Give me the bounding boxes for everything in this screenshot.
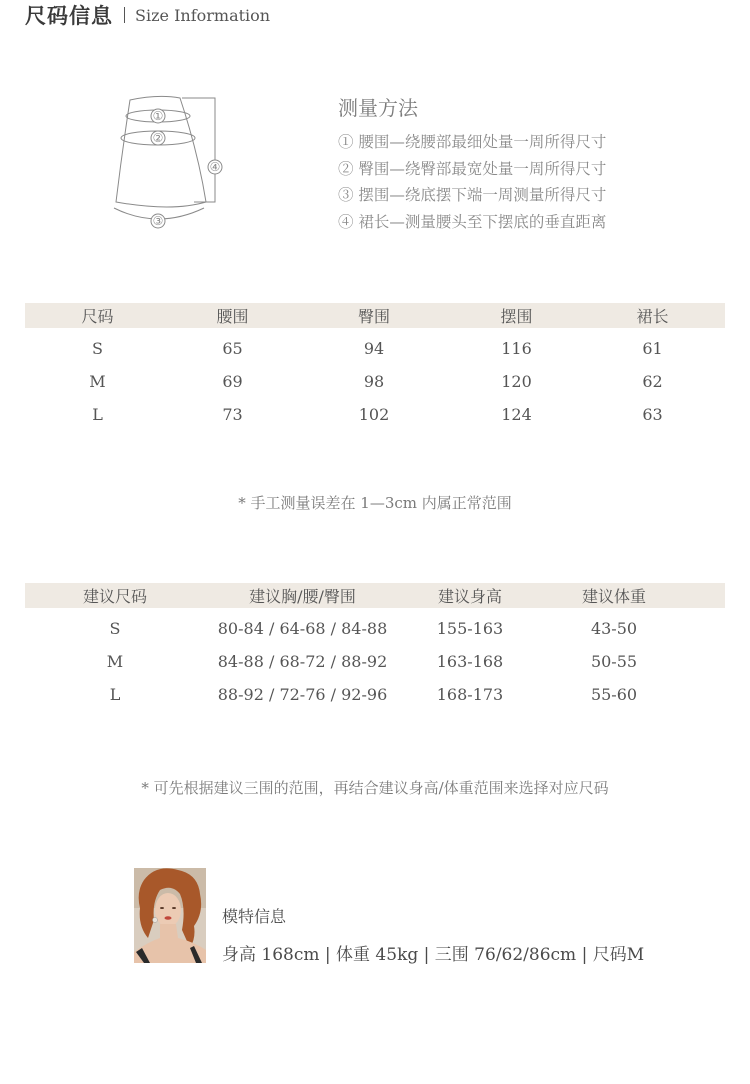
mark-3: ③ (152, 214, 164, 228)
method-line: ③ 摆围—绕底摆下端一周测量所得尺寸 (338, 186, 607, 204)
table-row (25, 365, 725, 398)
header-cell: 建议胸/腰/臀围 (205, 583, 400, 608)
header-cell: 尺码 (25, 303, 170, 328)
table-cell: 163-168 (436, 652, 504, 671)
title-divider (124, 7, 125, 23)
header-cell: 建议身高 (400, 583, 540, 608)
table-cell: 88-92 / 72-76 / 92-96 (217, 685, 388, 704)
table-cell: L (109, 685, 121, 704)
table-cell: 80-84 / 64-68 / 84-88 (217, 619, 388, 638)
section-subtitle: Size Information (135, 5, 271, 25)
measurement-method (338, 92, 606, 235)
size-table (25, 303, 725, 431)
header-cell: 建议尺码 (25, 583, 205, 608)
measurement-note: * 手工测量误差在 1—3cm 内属正常范围 (238, 494, 512, 512)
table-cell: 94 (363, 339, 385, 358)
model-info-title: 模特信息 (222, 907, 287, 926)
table-cell: 55-60 (590, 685, 638, 704)
table-row (25, 608, 725, 645)
table-cell: 61 (642, 339, 663, 358)
table-cell: 168-173 (436, 685, 504, 704)
table-cell: M (106, 652, 124, 671)
method-line: ② 臀围—绕臀部最宽处量一周所得尺寸 (338, 159, 607, 178)
table-cell: 69 (222, 372, 243, 391)
method-line: ① 腰围—绕腰部最细处量一周所得尺寸 (338, 133, 607, 151)
section-title: 尺码信息 (25, 3, 113, 28)
table-cell: 116 (501, 339, 532, 358)
table-cell: S (109, 619, 121, 638)
table-cell: M (89, 372, 106, 391)
table-cell: 124 (501, 405, 532, 424)
header-cell: 摆围 (453, 303, 580, 328)
table-row (25, 398, 725, 431)
table-cell: 50-55 (590, 652, 638, 671)
skirt-measurement-diagram (108, 92, 230, 232)
header-cell: 建议体重 (540, 583, 688, 608)
table-header-row (25, 303, 725, 328)
mark-1: ① (152, 109, 164, 123)
table-cell: S (92, 339, 103, 358)
section-header (25, 0, 270, 30)
method-line: ④ 裙长—测量腰头至下摆底的垂直距离 (338, 212, 607, 231)
table-cell: 43-50 (590, 619, 638, 638)
selection-note: * 可先根据建议三围的范围，再结合建议身高/体重范围来选择对应尺码 (141, 779, 609, 797)
table-cell: L (92, 405, 103, 424)
table-cell: 73 (222, 405, 243, 424)
table-cell: 155-163 (436, 619, 504, 638)
model-photo (134, 868, 206, 963)
table-row (25, 678, 725, 711)
recommendation-table (25, 583, 725, 711)
table-cell: 102 (358, 405, 390, 424)
table-cell: 65 (222, 339, 243, 358)
table-cell: 84-88 / 68-72 / 88-92 (217, 652, 388, 671)
header-cell: 裙长 (580, 303, 725, 328)
header-cell: 臀围 (295, 303, 453, 328)
method-title: 测量方法 (338, 96, 418, 120)
header-filler (688, 583, 725, 608)
model-info-details: 身高 168cm | 体重 45kg | 三围 76/62/86cm | 尺码M (222, 945, 645, 965)
table-cell: 62 (642, 372, 663, 391)
table-row (25, 328, 725, 365)
table-cell: 98 (363, 372, 385, 391)
table-cell: 120 (501, 372, 532, 391)
table-cell: 63 (642, 405, 663, 424)
header-cell: 腰围 (170, 303, 295, 328)
table-row (25, 645, 725, 678)
table-header-row (25, 583, 725, 608)
mark-2: ② (152, 131, 164, 145)
mark-4: ④ (209, 160, 221, 174)
